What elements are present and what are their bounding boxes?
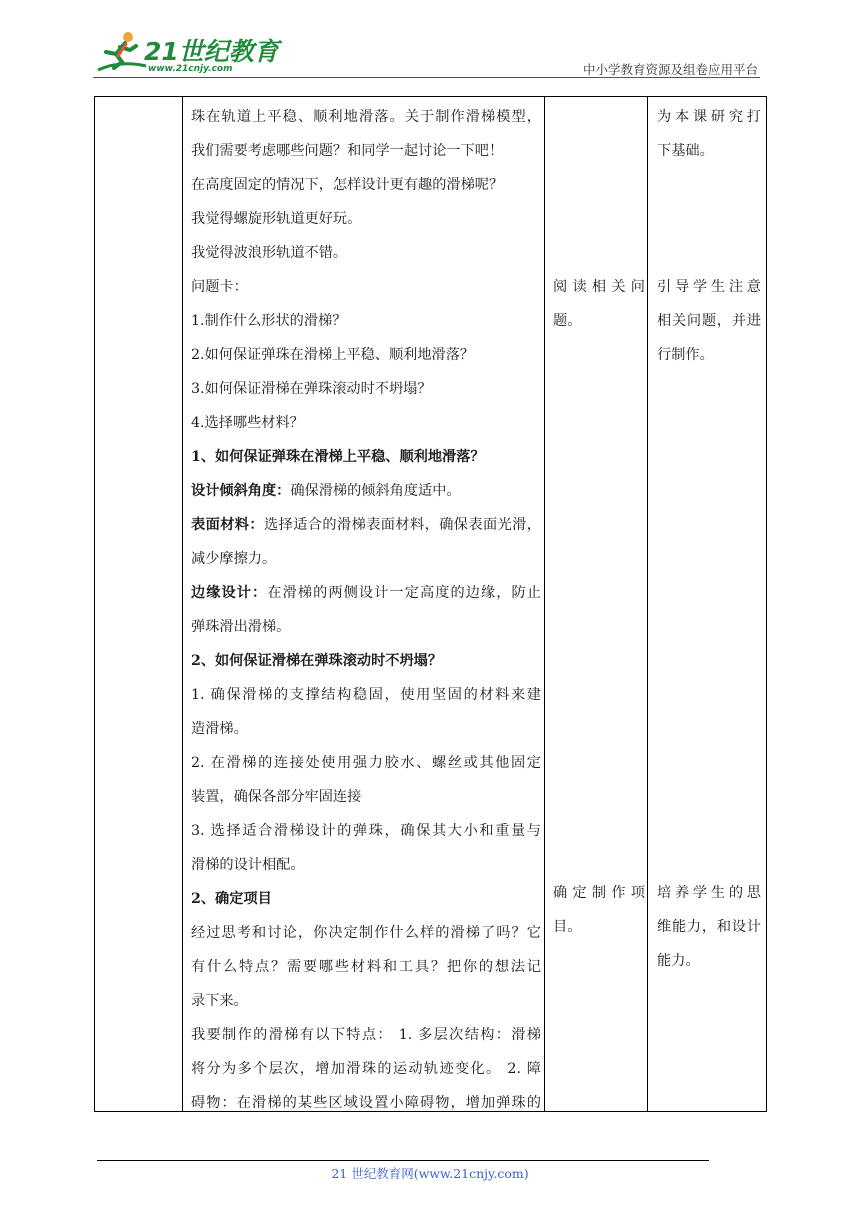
- surface-label: 表面材料：: [191, 517, 264, 533]
- text-line: 引导学生注意: [657, 279, 761, 295]
- text-line: 录下来。: [191, 993, 248, 1009]
- text-line: 我觉得螺旋形轨道更好玩。: [191, 211, 362, 227]
- text-line: 能力。: [657, 953, 700, 969]
- text-line: 培养学生的思: [657, 885, 761, 901]
- text-line: 有什么特点？需要哪些材料和工具？把你的想法记: [191, 959, 541, 975]
- section-heading: 1、如何保证弹珠在滑梯上平稳、顺利地滑落？: [191, 449, 485, 465]
- text-line: 阅读相关问: [553, 279, 645, 295]
- text-line: 减少摩擦力。: [191, 551, 277, 567]
- surface-text: 选择适合的滑梯表面材料，确保表面光滑，: [264, 517, 541, 533]
- text-line: 确定制作项: [553, 885, 645, 901]
- text-line: 珠在轨道上平稳、顺利地滑落。关于制作滑梯模型，: [191, 109, 541, 125]
- section-heading: 2、如何保证滑梯在弹珠滚动时不坍塌？: [191, 653, 443, 669]
- footer-divider: [97, 1160, 709, 1161]
- logo-brand: 21世纪教育: [144, 37, 279, 66]
- text-line: 我要制作的滑梯有以下特点： 1. 多层次结构：滑梯: [191, 1027, 541, 1043]
- teacher-activity-cell: [191, 100, 541, 1120]
- text-line: 我们需要考虑哪些问题？和同学一起讨论一下吧！: [191, 143, 504, 159]
- text-line: 在高度固定的情况下，怎样设计更有趣的滑梯呢？: [191, 177, 504, 193]
- text-line: 目。: [553, 919, 582, 935]
- angle-label: 设计倾斜角度：: [191, 483, 291, 499]
- student-block: [553, 270, 645, 338]
- page-header: [0, 0, 860, 80]
- column-divider: [182, 97, 183, 1111]
- text-line: [191, 576, 541, 610]
- text-line: 装置，确保各部分牢固连接: [191, 789, 362, 805]
- text-line: 行制作。: [657, 347, 714, 363]
- text-line: 3. 选择适合滑梯设计的弹珠，确保其大小和重量与: [191, 823, 541, 839]
- text-line: [191, 474, 541, 508]
- intent-block: [657, 100, 761, 168]
- text-line: 1.制作什么形状的滑梯？: [191, 313, 347, 329]
- intent-block: [657, 876, 761, 978]
- site-logo: [92, 30, 279, 80]
- text-line: 4.选择哪些材料？: [191, 415, 304, 431]
- edge-label: 边缘设计：: [191, 585, 268, 601]
- column-divider: [544, 97, 545, 1111]
- text-line: 碍物：在滑梯的某些区域设置小障碍物，增加弹珠的: [191, 1095, 541, 1111]
- logo-url: www.21cnjy.com: [148, 64, 233, 74]
- text-line: 我觉得波浪形轨道不错。: [191, 245, 348, 261]
- footer-text: 21 世纪教育网(www.21cnjy.com): [331, 1166, 529, 1181]
- student-block: [553, 876, 645, 944]
- text-line: 3.如何保证滑梯在弹珠滚动时不坍塌？: [191, 381, 432, 397]
- text-line: 相关问题，并进: [657, 313, 761, 329]
- text-line: 将分为多个层次，增加滑珠的运动轨迹变化。 2. 障: [191, 1061, 541, 1077]
- platform-title: 中小学教育资源及组卷应用平台: [582, 62, 758, 77]
- section-heading: 2、确定项目: [191, 891, 272, 907]
- runner-icon: [92, 30, 148, 74]
- text-line: 经过思考和讨论，你决定制作什么样的滑梯了吗？它: [191, 925, 541, 941]
- lesson-table: [94, 96, 767, 1112]
- text-line: 2.如何保证弹珠在滑梯上平稳、顺利地滑落？: [191, 347, 475, 363]
- header-divider: [93, 77, 760, 78]
- text-line: 维能力，和设计: [657, 919, 761, 935]
- edge-text: 在滑梯的两侧设计一定高度的边缘，防止: [267, 585, 541, 601]
- text-line: 造滑梯。: [191, 721, 248, 737]
- column-divider: [647, 97, 648, 1111]
- text-line: 题。: [553, 313, 582, 329]
- text-line: 1. 确保滑梯的支撑结构稳固，使用坚固的材料来建: [191, 687, 541, 703]
- angle-text: 确保滑梯的倾斜角度适中。: [290, 483, 461, 499]
- text-line: [191, 508, 541, 542]
- intent-block: [657, 270, 761, 372]
- text-line: 问题卡：: [191, 279, 248, 295]
- text-line: 滑梯的设计相配。: [191, 857, 305, 873]
- text-line: 弹珠滑出滑梯。: [191, 619, 291, 635]
- text-line: 2. 在滑梯的连接处使用强力胶水、螺丝或其他固定: [191, 755, 541, 771]
- text-line: 为本课研究打: [657, 109, 761, 125]
- text-line: 下基础。: [657, 143, 714, 159]
